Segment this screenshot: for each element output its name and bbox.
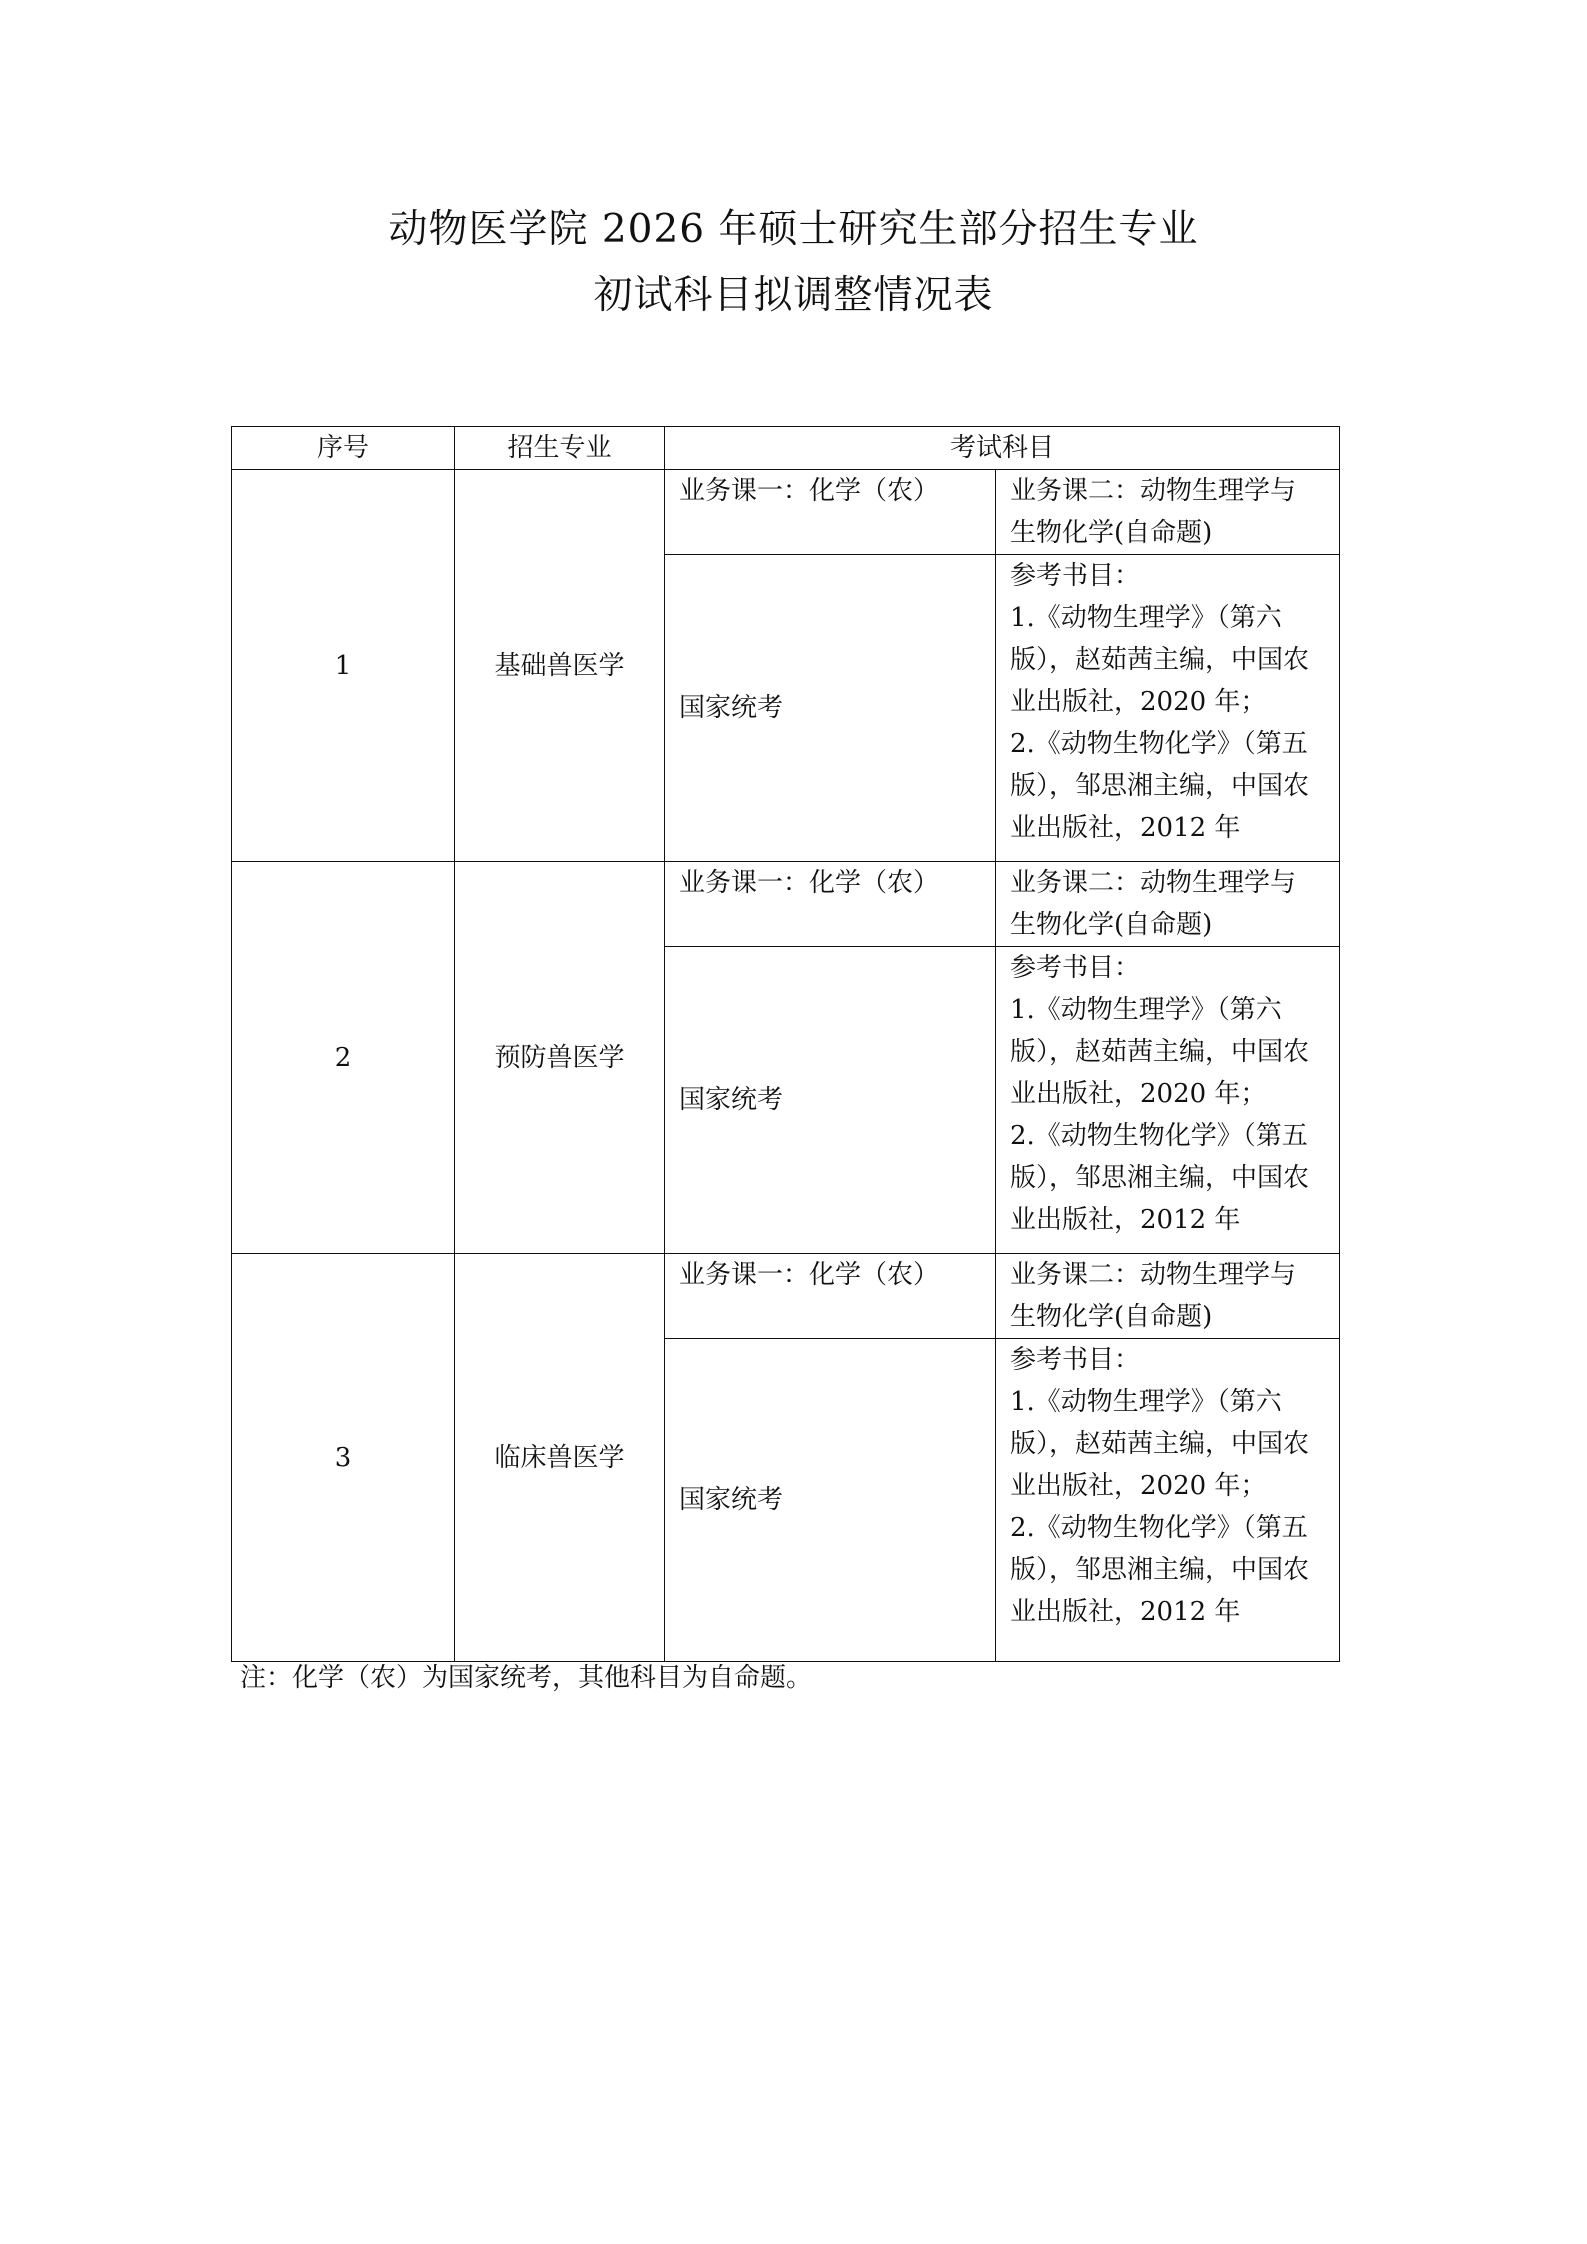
reference-line: 业出版社，2020 年； xyxy=(1010,1471,1267,1501)
reference-line: 1.《动物生理学》（第六 xyxy=(1010,995,1282,1025)
header-seq: 序号 xyxy=(232,427,455,470)
header-subjects: 考试科目 xyxy=(665,427,1340,470)
course-two-line: 生物化学(自命题) xyxy=(1010,518,1213,548)
course-one-cell: 业务课一：化学（农） xyxy=(665,470,996,555)
table-row xyxy=(232,470,1340,555)
course-one-cell: 业务课一：化学（农） xyxy=(665,862,996,947)
exam-type-cell: 国家统考 xyxy=(665,947,996,1254)
reference-line: 版），赵茹茜主编，中国农 xyxy=(1010,1037,1310,1067)
exam-type-cell: 国家统考 xyxy=(665,1339,996,1662)
exam-type-cell: 国家统考 xyxy=(665,555,996,862)
reference-line: 参考书目： xyxy=(1010,561,1141,591)
reference-books-cell xyxy=(996,947,1340,1254)
reference-line: 业出版社，2020 年； xyxy=(1010,1079,1267,1109)
course-two-line: 生物化学(自命题) xyxy=(1010,910,1213,940)
course-one-cell: 业务课一：化学（农） xyxy=(665,1254,996,1339)
table-row-group-3 xyxy=(232,1254,1340,1662)
reference-line: 1.《动物生理学》（第六 xyxy=(1010,1387,1282,1417)
course-two-cell xyxy=(996,470,1340,555)
reference-books-cell xyxy=(996,555,1340,862)
page-title-line-2: 初试科目拟调整情况表 xyxy=(593,273,994,318)
course-two-line: 业务课二：动物生理学与 xyxy=(1010,1260,1297,1290)
reference-line: 2.《动物生物化学》（第五 xyxy=(1010,729,1308,759)
table-footnote: 注：化学（农）为国家统考，其他科目为自命题。 xyxy=(240,1663,813,1693)
reference-line: 1.《动物生理学》（第六 xyxy=(1010,603,1282,633)
course-two-cell xyxy=(996,862,1340,947)
reference-line: 业出版社，2012 年 xyxy=(1010,1597,1241,1627)
reference-line: 业出版社，2012 年 xyxy=(1010,813,1241,843)
course-two-cell xyxy=(996,1254,1340,1339)
table-row xyxy=(232,862,1340,947)
reference-line: 2.《动物生物化学》（第五 xyxy=(1010,1121,1308,1151)
reference-line: 版），赵茹茜主编，中国农 xyxy=(1010,645,1310,675)
reference-line: 版），邹思湘主编，中国农 xyxy=(1010,1163,1310,1193)
row-seq: 2 xyxy=(232,862,455,1254)
reference-line: 版），邹思湘主编，中国农 xyxy=(1010,1555,1310,1585)
page-title-line-1: 动物医学院 2026 年硕士研究生部分招生专业 xyxy=(388,207,1199,252)
reference-books-cell xyxy=(996,1339,1340,1662)
reference-line: 业出版社，2020 年； xyxy=(1010,687,1267,717)
reference-line: 版），赵茹茜主编，中国农 xyxy=(1010,1429,1310,1459)
table-row-group-2 xyxy=(232,862,1340,1254)
course-two-line: 业务课二：动物生理学与 xyxy=(1010,476,1297,506)
table-header-row xyxy=(232,427,1340,470)
course-two-line: 生物化学(自命题) xyxy=(1010,1302,1213,1332)
reference-line: 版），邹思湘主编，中国农 xyxy=(1010,771,1310,801)
row-seq: 1 xyxy=(232,470,455,862)
reference-line: 业出版社，2012 年 xyxy=(1010,1205,1241,1235)
row-major: 临床兽医学 xyxy=(455,1254,665,1662)
reference-line: 参考书目： xyxy=(1010,1345,1141,1375)
course-two-line: 业务课二：动物生理学与 xyxy=(1010,868,1297,898)
reference-line: 2.《动物生物化学》（第五 xyxy=(1010,1513,1308,1543)
row-major: 预防兽医学 xyxy=(455,862,665,1254)
reference-line: 参考书目： xyxy=(1010,953,1141,983)
header-major: 招生专业 xyxy=(455,427,665,470)
row-major: 基础兽医学 xyxy=(455,470,665,862)
row-seq: 3 xyxy=(232,1254,455,1662)
exam-subjects-table xyxy=(231,426,1340,1662)
table-row-group-1 xyxy=(232,470,1340,862)
table-row xyxy=(232,1254,1340,1339)
